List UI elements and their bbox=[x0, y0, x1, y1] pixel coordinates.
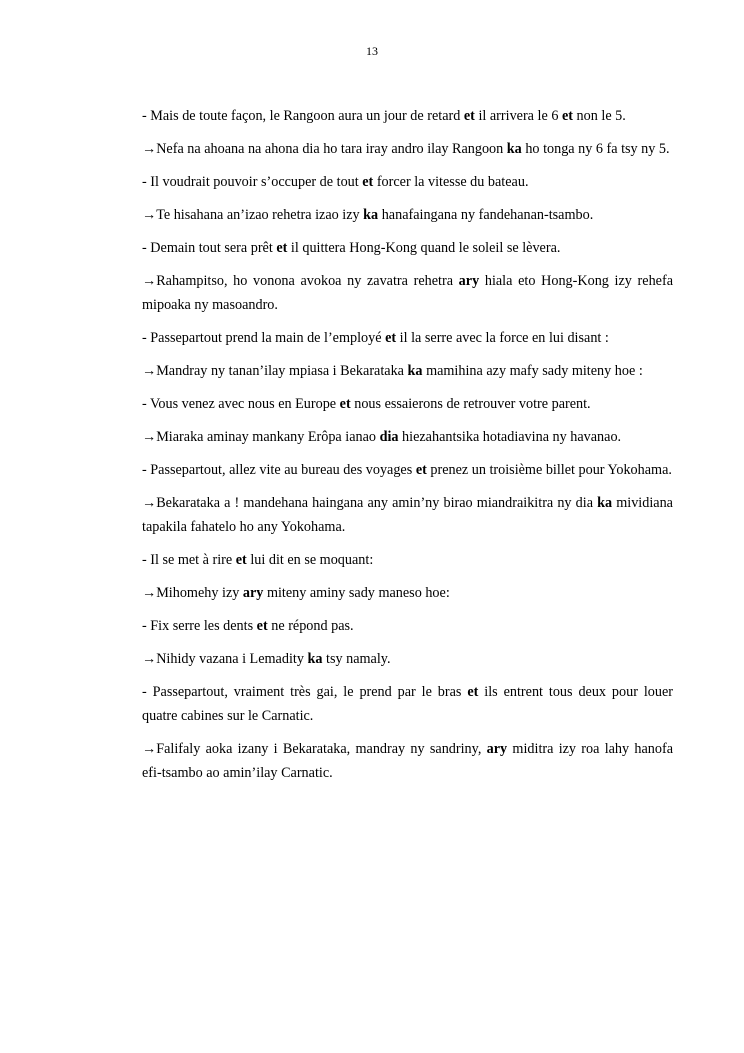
text-segment: prenez un troisième billet pour Yokohama. bbox=[426, 462, 672, 478]
text-segment: →Mandray ny tanan’ilay mpiasa i Bekarataka bbox=[142, 363, 408, 379]
text-segment: ils entrent tous deux pour louer quatre cabines sur le Carnatic. bbox=[142, 684, 673, 724]
text-segment: - Fix serre les dents bbox=[142, 618, 257, 634]
paragraph bbox=[142, 425, 673, 449]
text-segment: il arrivera le 6 bbox=[474, 108, 562, 124]
paragraph bbox=[142, 326, 673, 350]
connector-word: et bbox=[561, 108, 573, 124]
paragraph bbox=[142, 104, 673, 128]
connector-word: et bbox=[463, 108, 475, 124]
connector-word: ka bbox=[597, 495, 613, 511]
text-segment: →Nefa na ahoana na ahona dia ho tara iray andro ilay Rangoon bbox=[142, 141, 507, 157]
paragraph bbox=[142, 647, 673, 671]
paragraph bbox=[142, 458, 673, 482]
text-segment: - Passepartout, vraiment très gai, le prend par le bras bbox=[142, 684, 468, 700]
text-segment: il la serre avec la force en lui disant : bbox=[396, 330, 609, 346]
paragraph bbox=[142, 137, 673, 161]
text-segment: nous essaierons de retrouver votre parent. bbox=[350, 396, 591, 412]
text-segment: - Vous venez avec nous en Europe bbox=[142, 396, 340, 412]
text-segment: →Bekarataka a ! mandehana haingana any amin’ny birao miandraikitra ny dia bbox=[142, 495, 598, 511]
text-segment: →Nihidy vazana i Lemadity bbox=[142, 651, 308, 667]
text-segment: lui dit en se moquant: bbox=[246, 552, 374, 568]
text-segment: - Passepartout prend la main de l’employé bbox=[142, 330, 386, 346]
text-segment: →Miaraka aminay mankany Erôpa ianao bbox=[142, 429, 380, 445]
connector-word: ka bbox=[363, 207, 379, 223]
paragraph bbox=[142, 170, 673, 194]
text-segment: miteny aminy sady maneso hoe: bbox=[263, 585, 450, 601]
text-segment: →Rahampitso, ho vonona avokoa ny zavatra rehetra bbox=[142, 273, 459, 289]
paragraph bbox=[142, 359, 673, 383]
text-segment: →Falifaly aoka izany i Bekarataka, mandray ny sandriny, bbox=[142, 741, 487, 757]
text-segment: hanafaingana ny fandehanan-tsambo. bbox=[378, 207, 594, 223]
paragraph bbox=[142, 236, 673, 260]
text-segment: - Il voudrait pouvoir s’occuper de tout bbox=[142, 174, 363, 190]
page-number: 13 bbox=[366, 44, 378, 58]
connector-word: ka bbox=[307, 651, 323, 667]
paragraph bbox=[142, 203, 673, 227]
text-segment: ho tonga ny 6 fa tsy ny 5. bbox=[521, 141, 670, 157]
connector-word: et bbox=[362, 174, 374, 190]
text-segment: ne répond pas. bbox=[267, 618, 354, 634]
paragraph bbox=[142, 737, 673, 785]
connector-word: ka bbox=[506, 141, 522, 157]
text-segment: tsy namaly. bbox=[322, 651, 391, 667]
paragraph bbox=[142, 269, 673, 317]
connector-word: dia bbox=[379, 429, 399, 445]
connector-word: et bbox=[415, 462, 427, 478]
connector-word: ka bbox=[407, 363, 423, 379]
text-segment: - Demain tout sera prêt bbox=[142, 240, 277, 256]
paragraph bbox=[142, 680, 673, 728]
text-segment: →Mihomehy izy bbox=[142, 585, 243, 601]
text-segment: - Mais de toute façon, le Rangoon aura un jour de retard bbox=[142, 108, 464, 124]
text-segment: hiezahantsika hotadiavina ny havanao. bbox=[398, 429, 622, 445]
connector-word: ary bbox=[242, 585, 264, 601]
text-segment: il quittera Hong-Kong quand le soleil se lèvera. bbox=[287, 240, 561, 256]
connector-word: et bbox=[256, 618, 268, 634]
text-segment: forcer la vitesse du bateau. bbox=[373, 174, 529, 190]
paragraph bbox=[142, 581, 673, 605]
connector-word: et bbox=[339, 396, 351, 412]
text-segment: →Te hisahana an’izao rehetra izao izy bbox=[142, 207, 364, 223]
text-segment: non le 5. bbox=[573, 108, 626, 124]
paragraph bbox=[142, 491, 673, 539]
document-body bbox=[142, 104, 673, 794]
text-segment: mividiana tapakila fahatelo ho any Yokohama. bbox=[142, 495, 673, 535]
paragraph bbox=[142, 614, 673, 638]
connector-word: et bbox=[385, 330, 397, 346]
text-segment: miditra izy roa lahy hanofa efi-tsambo ao amin’ilay Carnatic. bbox=[142, 741, 674, 781]
connector-word: ary bbox=[458, 273, 480, 289]
text-segment: - Il se met à rire bbox=[142, 552, 236, 568]
text-segment: mamihina azy mafy sady miteny hoe : bbox=[422, 363, 643, 379]
connector-word: et bbox=[276, 240, 288, 256]
connector-word: et bbox=[235, 552, 247, 568]
paragraph bbox=[142, 392, 673, 416]
text-segment: - Passepartout, allez vite au bureau des voyages bbox=[142, 462, 416, 478]
connector-word: et bbox=[467, 684, 479, 700]
paragraph bbox=[142, 548, 673, 572]
connector-word: ary bbox=[486, 741, 508, 757]
text-segment: hiala eto Hong-Kong izy rehefa mipoaka ny masoandro. bbox=[142, 273, 673, 313]
